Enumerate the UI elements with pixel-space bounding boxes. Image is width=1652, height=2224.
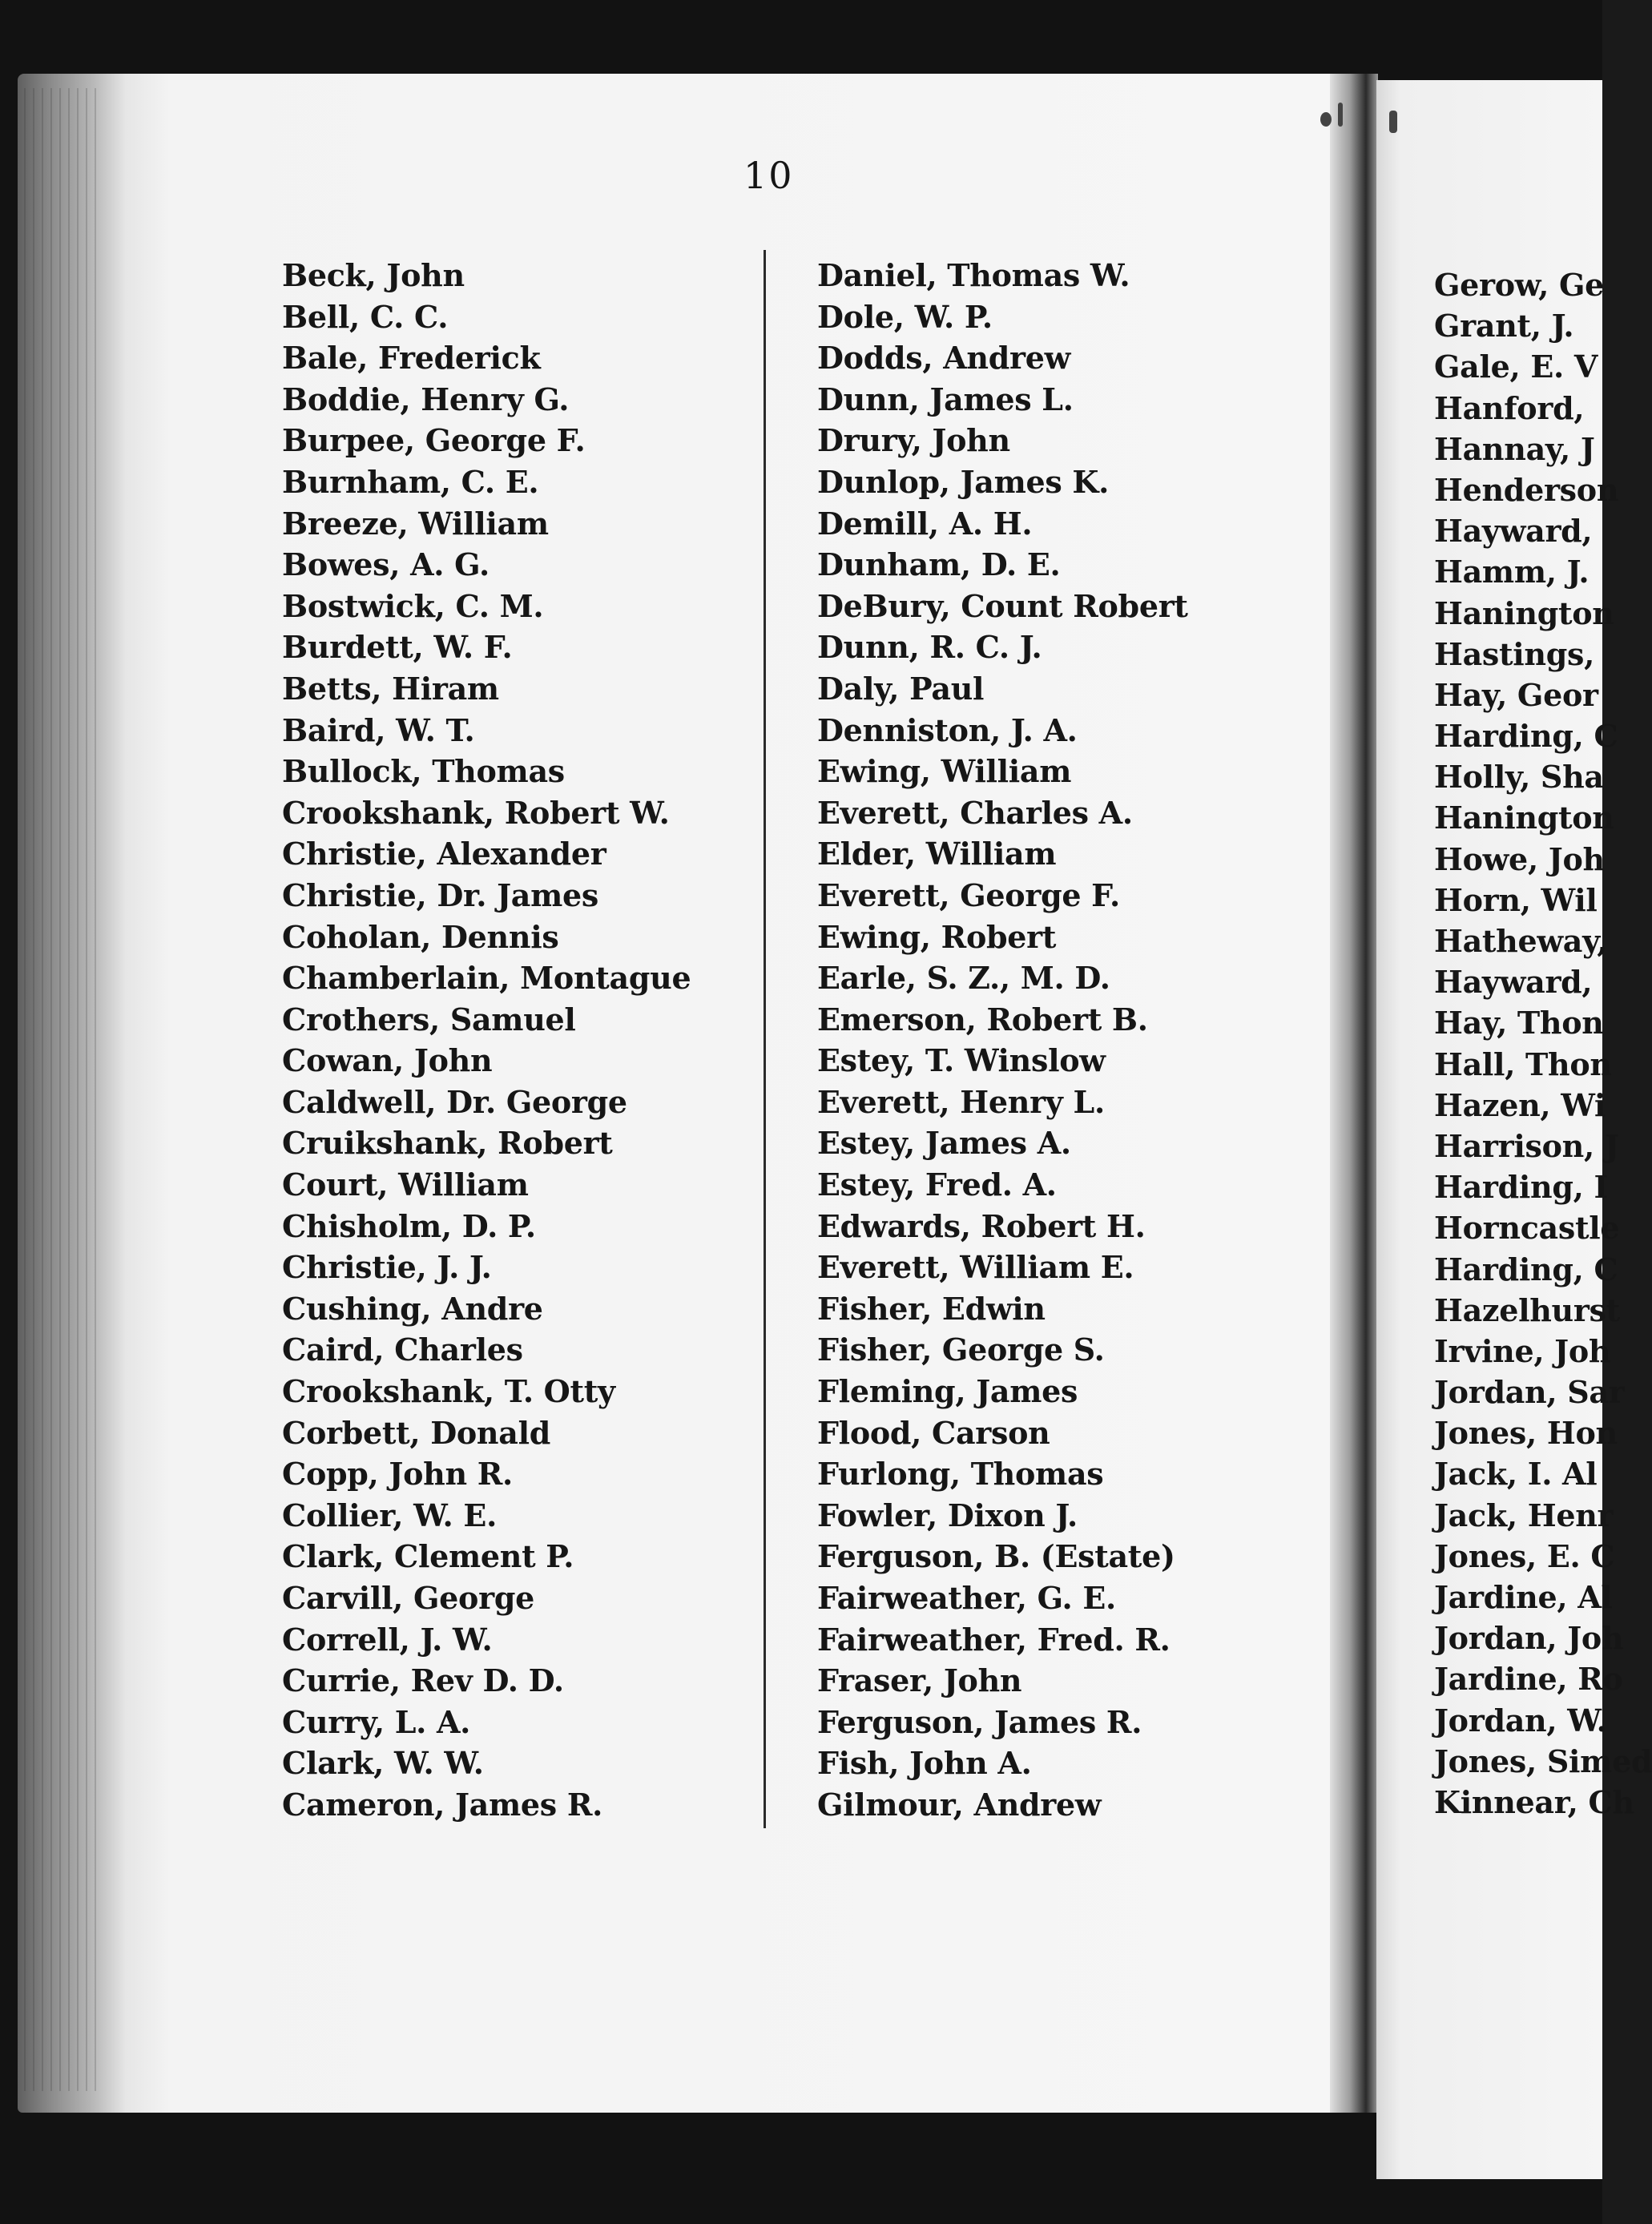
name-entry: Jardine, Ro [1434, 1661, 1623, 1698]
name-entry: DeBury, Count Robert [817, 587, 1188, 624]
name-entry: Cowan, John [282, 1042, 493, 1079]
name-entry: Dunlop, James K. [817, 463, 1110, 500]
name-entry: Fisher, George S. [817, 1332, 1105, 1368]
name-entry: Dunham, D. E. [817, 546, 1061, 583]
name-entry: Elder, William [817, 836, 1057, 872]
name-entry: Jardine, Al [1434, 1579, 1613, 1615]
name-entry: Demill, A. H. [817, 505, 1033, 542]
name-entry: Estey, James A. [817, 1125, 1071, 1162]
name-entry: Clark, Clement P. [282, 1538, 574, 1575]
name-entry: Bowes, A. G. [282, 546, 490, 583]
name-entry: Everett, Henry L. [817, 1083, 1105, 1120]
name-entry: Christie, Alexander [282, 836, 606, 872]
name-entry: Jordan, Sar [1434, 1374, 1625, 1411]
name-entry: Cushing, Andre [282, 1290, 543, 1327]
name-entry: Fairweather, Fred. R. [817, 1621, 1171, 1658]
name-entry: Hay, Geor [1434, 676, 1598, 713]
name-entry: Gerow, Ge [1434, 267, 1604, 303]
name-column-left [282, 255, 763, 1826]
name-entry: Clark, W. W. [282, 1745, 484, 1782]
name-entry: Emerson, Robert B. [817, 1001, 1148, 1037]
name-entry: Hanington [1434, 800, 1614, 836]
name-entry: Dunn, James L. [817, 381, 1074, 417]
name-entry: Cameron, James R. [282, 1786, 603, 1823]
name-entry: Hanford, [1434, 389, 1585, 426]
name-entry: Crookshank, Robert W. [282, 794, 670, 831]
name-entry: Howe, Joh [1434, 840, 1605, 877]
name-entry: Betts, Hiram [282, 670, 499, 707]
name-entry: Collier, W. E. [282, 1497, 497, 1533]
name-entry: Christie, J. J. [282, 1249, 492, 1286]
name-entry: Ferguson, B. (Estate) [817, 1538, 1175, 1575]
name-entry: Court, William [282, 1166, 529, 1203]
name-entry: Coholan, Dennis [282, 918, 559, 955]
name-entry: Hanington [1434, 594, 1614, 631]
name-entry: Jack, Henr [1434, 1497, 1614, 1533]
name-column-right-cropped [1434, 264, 1652, 1823]
name-entry: Kinnear, Ch [1434, 1783, 1634, 1820]
name-entry: Hastings, [1434, 635, 1595, 672]
name-entry: Bostwick, C. M. [282, 587, 544, 624]
name-entry: Caldwell, Dr. George [282, 1083, 627, 1120]
name-entry: Burnham, C. E. [282, 463, 539, 500]
name-entry: Dunn, R. C. J. [817, 629, 1042, 666]
book-gutter [1330, 74, 1378, 2113]
name-entry: Hay, Thon [1434, 1005, 1604, 1041]
name-entry: Jordan, W. [1434, 1702, 1607, 1739]
name-entry: Carvill, George [282, 1580, 534, 1616]
name-entry: Christie, Dr. James [282, 876, 598, 913]
name-entry: Jones, Simed [1434, 1743, 1652, 1779]
name-entry: Crothers, Samuel [282, 1001, 576, 1037]
name-entry: Edwards, Robert H. [817, 1207, 1146, 1244]
name-entry: Bale, Frederick [282, 340, 541, 377]
column-divider [764, 250, 766, 1828]
name-entry: Crookshank, T. Otty [282, 1373, 615, 1410]
name-entry: Beck, John [282, 257, 465, 293]
name-entry: Jordan, Joh [1434, 1620, 1624, 1657]
name-entry: Ewing, William [817, 753, 1072, 790]
name-entry: Henderson [1434, 471, 1619, 508]
name-entry: Hamm, J. [1434, 554, 1590, 590]
name-entry: Hayward, [1434, 513, 1593, 550]
name-entry: Bell, C. C. [282, 298, 449, 335]
name-entry: Denniston, J. A. [817, 711, 1078, 748]
name-entry: Grant, J. [1434, 308, 1574, 344]
name-entry: Jones, Hon [1434, 1415, 1618, 1452]
ink-marks [1314, 95, 1410, 143]
name-entry: Bullock, Thomas [282, 753, 565, 790]
name-entry: Horncastle [1434, 1210, 1620, 1247]
name-entry: Estey, Fred. A. [817, 1166, 1057, 1203]
name-entry: Harrison, J [1434, 1127, 1619, 1164]
name-entry: Ewing, Robert [817, 918, 1057, 955]
name-entry: Holly, Sha [1434, 759, 1604, 796]
name-entry: Copp, John R. [282, 1456, 513, 1493]
page-edge-stack [24, 88, 96, 2091]
name-entry: Gale, E. V [1434, 349, 1598, 385]
name-entry: Hatheway, [1434, 923, 1608, 959]
name-entry: Boddie, Henry G. [282, 381, 570, 417]
name-entry: Baird, W. T. [282, 711, 475, 748]
name-entry: Burdett, W. F. [282, 629, 513, 666]
name-entry: Burpee, George F. [282, 422, 586, 459]
name-entry: Estey, T. Winslow [817, 1042, 1106, 1079]
name-entry: Fisher, Edwin [817, 1290, 1046, 1327]
name-entry: Flood, Carson [817, 1414, 1050, 1451]
name-entry: Everett, William E. [817, 1249, 1134, 1286]
name-entry: Corbett, Donald [282, 1414, 550, 1451]
name-entry: Drury, John [817, 422, 1010, 459]
name-entry: Chamberlain, Montague [282, 960, 691, 997]
name-entry: Curry, L. A. [282, 1703, 471, 1740]
name-entry: Jack, I. Al [1434, 1456, 1598, 1493]
name-entry: Hannay, J [1434, 430, 1595, 467]
name-entry: Irvine, Joh [1434, 1332, 1611, 1369]
name-entry: Harding, I [1434, 1169, 1608, 1206]
name-entry: Horn, Wil [1434, 881, 1598, 918]
name-entry: Hazen, Wi [1434, 1086, 1606, 1123]
name-entry: Dodds, Andrew [817, 340, 1070, 377]
name-entry: Furlong, Thomas [817, 1456, 1104, 1493]
name-column-middle [817, 255, 1330, 1826]
name-entry: Ferguson, James R. [817, 1703, 1142, 1740]
name-entry: Everett, George F. [817, 876, 1120, 913]
name-entry: Earle, S. Z., M. D. [817, 960, 1110, 997]
name-entry: Daly, Paul [817, 670, 985, 707]
name-entry: Daniel, Thomas W. [817, 257, 1130, 293]
name-entry: Breeze, William [282, 505, 549, 542]
name-entry: Harding, C [1434, 718, 1618, 755]
name-entry: Hall, Thon [1434, 1046, 1612, 1082]
name-entry: Everett, Charles A. [817, 794, 1133, 831]
name-entry: Fairweather, G. E. [817, 1580, 1116, 1616]
name-entry: Caird, Charles [282, 1332, 523, 1368]
name-entry: Chisholm, D. P. [282, 1207, 536, 1244]
name-entry: Hazelhurst [1434, 1291, 1620, 1328]
name-entry: Dole, W. P. [817, 298, 993, 335]
name-entry: Correll, J. W. [282, 1621, 493, 1658]
name-entry: Fish, John A. [817, 1745, 1032, 1782]
name-entry: Fleming, James [817, 1373, 1078, 1410]
name-entry: Cruikshank, Robert [282, 1125, 613, 1162]
name-entry: Fowler, Dixon J. [817, 1497, 1078, 1533]
name-entry: Fraser, John [817, 1662, 1022, 1699]
name-entry: Harding, C [1434, 1251, 1618, 1287]
name-entry: Gilmour, Andrew [817, 1786, 1102, 1823]
name-entry: Jones, E. C [1434, 1537, 1615, 1574]
page-number: 10 [743, 154, 794, 197]
name-entry: Currie, Rev D. D. [282, 1662, 564, 1699]
name-entry: Hayward, [1434, 964, 1593, 1001]
